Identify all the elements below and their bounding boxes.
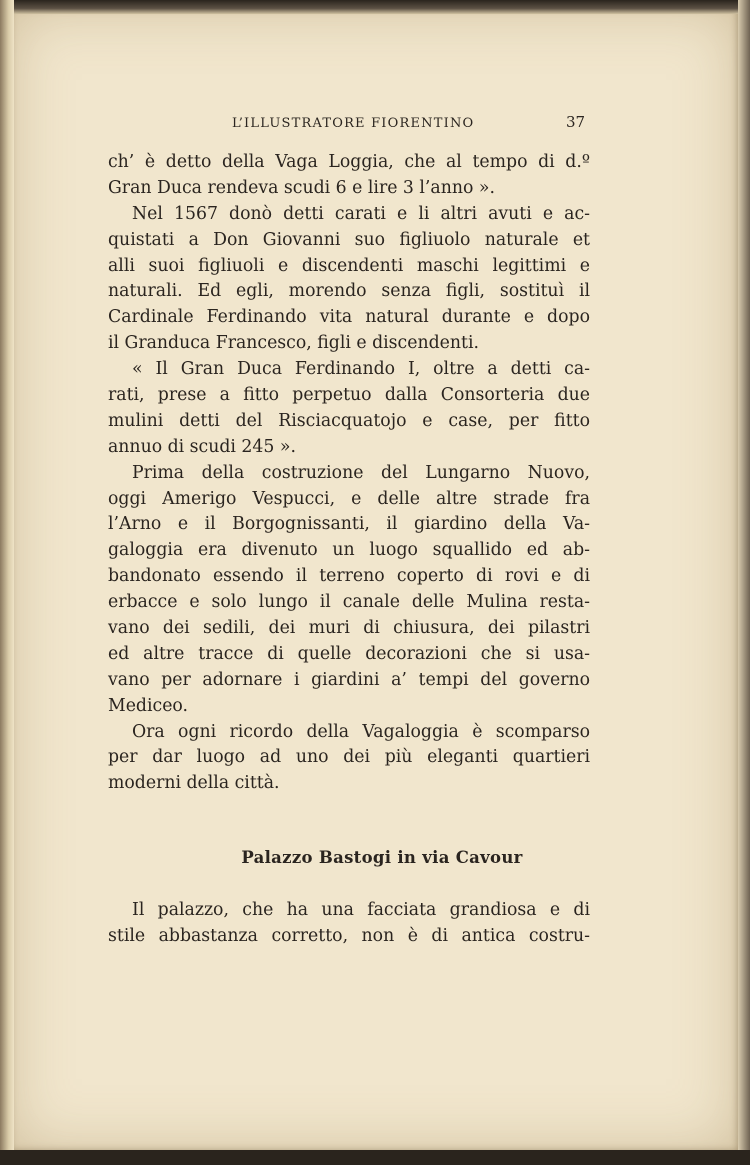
top-edge bbox=[0, 0, 750, 14]
text-line: vano per adornare i giardini a’ tempi del governo bbox=[108, 669, 590, 690]
text-line: vano dei sedili, dei muri di chiusura, dei pilastri bbox=[108, 618, 590, 639]
text-line: quistati a Don Giovanni suo figliuolo naturale et bbox=[108, 229, 590, 250]
text-line: Ora ogni ricordo della Vagaloggia è scomparso bbox=[132, 721, 590, 742]
text-line: alli suoi figliuoli e discendenti maschi legittimi e bbox=[108, 255, 590, 276]
right-edge bbox=[738, 0, 750, 1165]
text-line: erbacce e solo lungo il canale delle Mulina resta- bbox=[108, 592, 590, 613]
text-line: Cardinale Ferdinando vita natural durante e dopo bbox=[108, 307, 590, 328]
text-line: stile abbastanza corretto, non è di antica costru- bbox=[108, 925, 590, 946]
bottom-edge bbox=[0, 1150, 750, 1165]
left-edge bbox=[0, 0, 14, 1165]
text-line: rati, prese a fitto perpetuo dalla Consorteria due bbox=[108, 385, 590, 406]
running-head bbox=[0, 113, 750, 136]
text-line: moderni della città. bbox=[108, 773, 280, 794]
text-line: Prima della costruzione del Lungarno Nuovo, bbox=[132, 462, 590, 483]
text-line: bandonato essendo il terreno coperto di rovi e di bbox=[108, 566, 590, 587]
body-text bbox=[108, 150, 590, 797]
section-text bbox=[108, 898, 590, 950]
text-line: Gran Duca rendeva scudi 6 e lire 3 l’anno ». bbox=[108, 177, 495, 198]
page-number: 37 bbox=[566, 113, 586, 131]
section-title: Palazzo Bastogi in via Cavour bbox=[241, 848, 523, 867]
running-head-title: L’ILLUSTRATORE FIORENTINO bbox=[232, 116, 475, 131]
text-line: ed altre tracce di quelle decorazioni che si usa- bbox=[108, 643, 590, 664]
text-line: il Granduca Francesco, figli e discendenti. bbox=[108, 333, 479, 354]
text-line: naturali. Ed egli, morendo senza figli, sostituì il bbox=[108, 281, 590, 302]
text-line: Mediceo. bbox=[108, 695, 189, 716]
text-line: Nel 1567 donò detti carati e li altri avuti e ac- bbox=[132, 203, 590, 224]
text-line: l’Arno e il Borgognissanti, il giardino della Va- bbox=[108, 514, 590, 535]
text-line: « Il Gran Duca Ferdinando I, oltre a detti ca- bbox=[132, 359, 590, 380]
text-line: per dar luogo ad uno dei più eleganti quartieri bbox=[108, 747, 590, 768]
text-line: annuo di scudi 245 ». bbox=[108, 436, 296, 457]
text-line: oggi Amerigo Vespucci, e delle altre strade fra bbox=[108, 488, 590, 509]
text-line: galoggia era divenuto un luogo squallido ed ab- bbox=[108, 540, 590, 561]
text-line: mulini detti del Risciacquatojo e case, per fitto bbox=[108, 410, 590, 431]
text-line: ch’ è detto della Vaga Loggia, che al tempo di d.º bbox=[108, 152, 590, 172]
text-line: Il palazzo, che ha una facciata grandiosa e di bbox=[132, 900, 590, 920]
